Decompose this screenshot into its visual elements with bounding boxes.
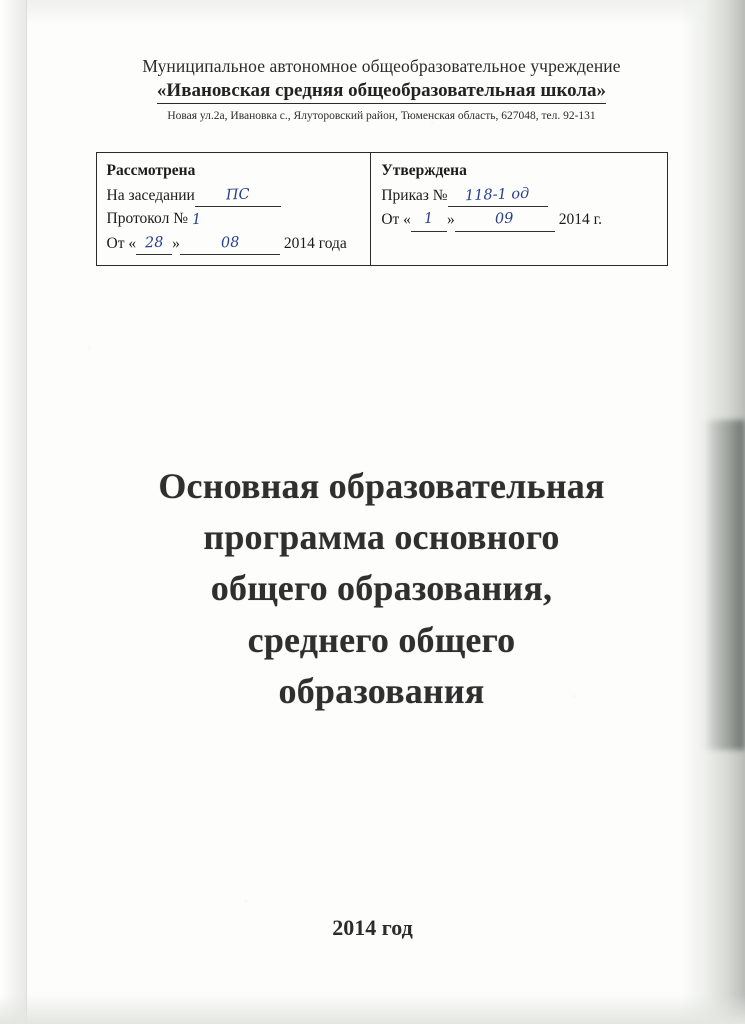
approved-order-value-line xyxy=(448,183,548,208)
approved-order-label: Приказ № xyxy=(381,186,448,204)
approved-date-suffix: 2014 г. xyxy=(558,211,603,229)
approval-table xyxy=(96,152,668,266)
organization-type-line: Муниципальное автономное общеобразовательное учреждение xyxy=(142,56,621,76)
school-name: «Ивановская средняя общеобразовательная школа» xyxy=(157,80,606,104)
reviewed-date-row xyxy=(107,231,363,256)
school-address: Новая ул.2а, Ивановка с., Ялуторовский район, Тюменская область, 627048, тел. 92-131 xyxy=(167,110,596,122)
reviewed-date-month-line xyxy=(180,231,280,256)
document-year: 2014 год xyxy=(332,915,413,940)
approved-date-prefix: От « xyxy=(381,211,411,229)
approved-date-mid: » xyxy=(446,211,455,229)
reviewed-date-day-line xyxy=(136,231,172,256)
approved-date-month: 09 xyxy=(495,210,515,228)
reviewed-protocol-value: 1 xyxy=(191,211,202,228)
reviewed-date-suffix: 2014 года xyxy=(283,234,347,252)
reviewed-protocol-label: Протокол № xyxy=(106,210,188,228)
document-title xyxy=(58,461,705,717)
reviewed-date-month: 08 xyxy=(220,234,240,251)
document-title-line-1: Основная образовательная xyxy=(158,466,605,507)
reviewed-meeting-value-line xyxy=(195,183,281,208)
scan-bottom-shading xyxy=(0,994,745,1024)
approved-date-day-line xyxy=(411,207,447,232)
document-header xyxy=(58,56,705,122)
approved-date-row xyxy=(381,207,658,232)
document-title-line-2: программа основного xyxy=(203,517,560,558)
scan-top-shading xyxy=(0,0,745,26)
approved-date-month-line xyxy=(455,207,555,232)
reviewed-date-prefix: От « xyxy=(106,234,137,252)
approved-order-value: 118-1 од xyxy=(465,185,531,204)
approved-title: Утверждена xyxy=(381,162,467,179)
reviewed-title: Рассмотрена xyxy=(106,162,196,179)
reviewed-date-mid: » xyxy=(172,234,180,252)
reviewed-date-day: 28 xyxy=(144,234,164,251)
reviewed-meeting-value: ПС xyxy=(225,186,251,203)
document-title-line-4: среднего общего xyxy=(247,619,516,660)
approved-date-day: 1 xyxy=(424,210,434,228)
approval-cell-reviewed xyxy=(97,153,372,265)
document-title-line-5: образования xyxy=(278,670,485,711)
reviewed-protocol-row xyxy=(107,207,363,231)
reviewed-meeting-label: На заседании xyxy=(106,186,195,204)
document-content xyxy=(0,56,745,717)
approved-order-row xyxy=(381,183,658,208)
reviewed-meeting-row xyxy=(107,183,363,208)
approval-cell-approved xyxy=(371,153,666,265)
document-title-line-3: общего образования, xyxy=(210,568,553,609)
